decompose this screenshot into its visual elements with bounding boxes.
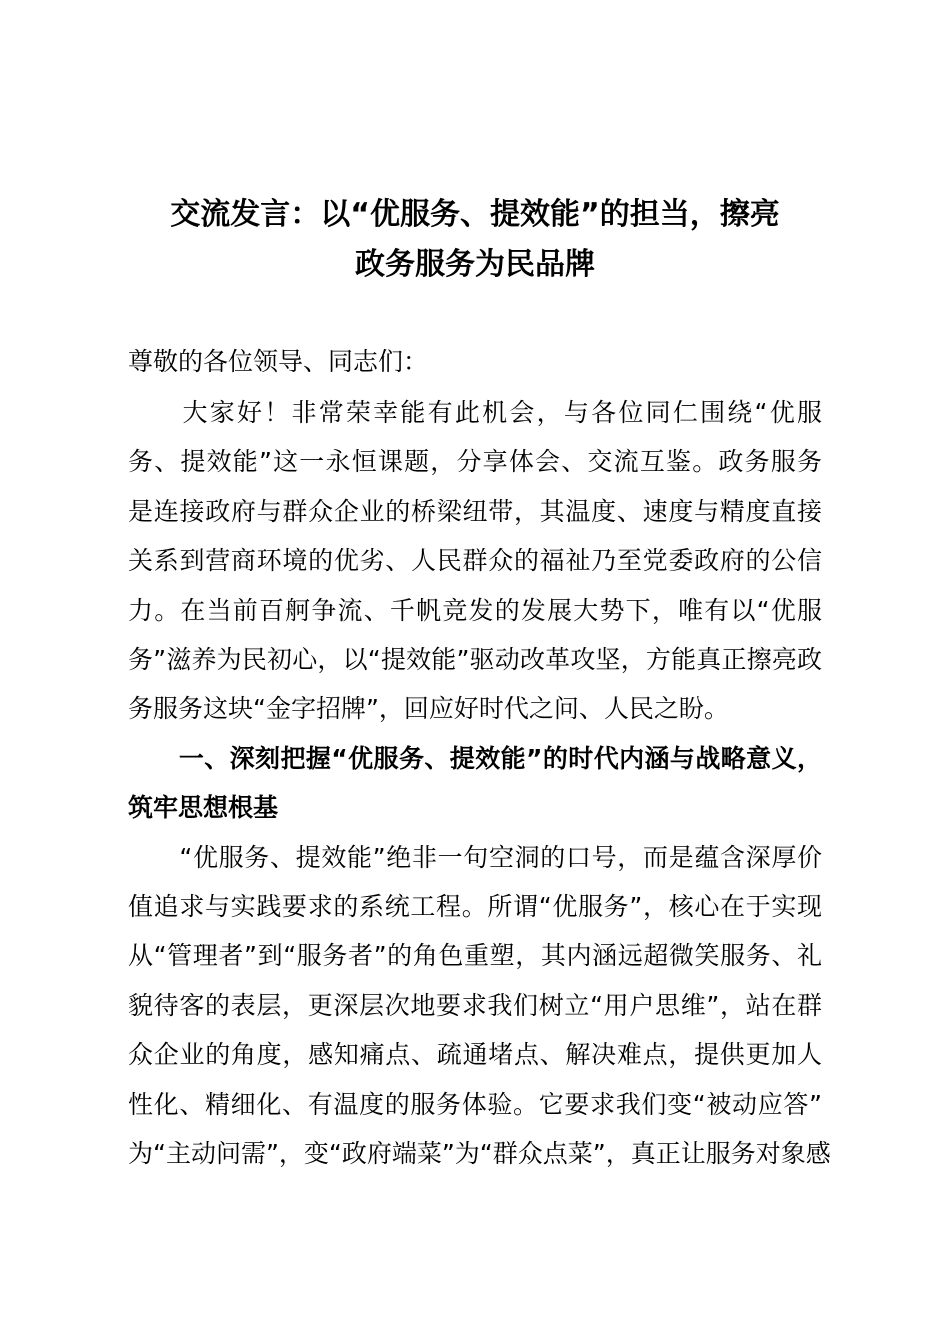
paragraph-1-line: 关系到营商环境的优劣、人民群众的福祉乃至党委政府的公信 — [128, 546, 822, 576]
document-title-line-1: 交流发言：以“优服务、提效能”的担当，擦亮 — [170, 197, 780, 232]
paragraph-1-line: 务、提效能”这一永恒课题，分享体会、交流互鉴。政务服务 — [128, 447, 822, 477]
paragraph-2-line: 从“管理者”到“服务者”的角色重塑，其内涵远超微笑服务、礼 — [128, 941, 822, 971]
paragraph-2-line: “优服务、提效能”绝非一句空洞的口号，而是蕴含深厚价 — [128, 842, 822, 872]
paragraph-2-line: 众企业的角度，感知痛点、疏通堵点、解决难点，提供更加人 — [128, 1040, 822, 1070]
paragraph-1-line: 大家好！非常荣幸能有此机会，与各位同仁围绕“优服 — [128, 398, 822, 427]
paragraph-1-line: 务”滋养为民初心，以“提效能”驱动改革攻坚，方能真正擦亮政 — [128, 645, 822, 674]
heading-1-line: 一、深刻把握“优服务、提效能”的时代内涵与战略意义， — [128, 743, 822, 773]
paragraph-1-line: 力。在当前百舸争流、千帆竞发的发展大势下，唯有以“优服 — [128, 595, 822, 625]
greeting: 尊敬的各位领导、同志们： — [128, 347, 429, 376]
paragraph-2-line: 性化、精细化、有温度的服务体验。它要求我们变“被动应答” — [128, 1089, 822, 1119]
paragraph-1-line: 是连接政府与群众企业的桥梁纽带，其温度、速度与精度直接 — [128, 496, 822, 526]
paragraph-2-line: 值追求与实践要求的系统工程。所谓“优服务”，核心在于实现 — [128, 892, 822, 921]
paragraph-2-line: 为“主动问需”，变“政府端菜”为“群众点菜”，真正让服务对象感 — [128, 1139, 831, 1168]
paragraph-2-line: 貌待客的表层，更深层次地要求我们树立“用户思维”，站在群 — [128, 990, 822, 1020]
heading-1-line: 筑牢思想根基 — [128, 793, 279, 823]
document-title-line-2: 政务服务为民品牌 — [355, 247, 595, 282]
paragraph-1-line: 务服务这块“金字招牌”，回应好时代之问、人民之盼。 — [128, 694, 729, 724]
